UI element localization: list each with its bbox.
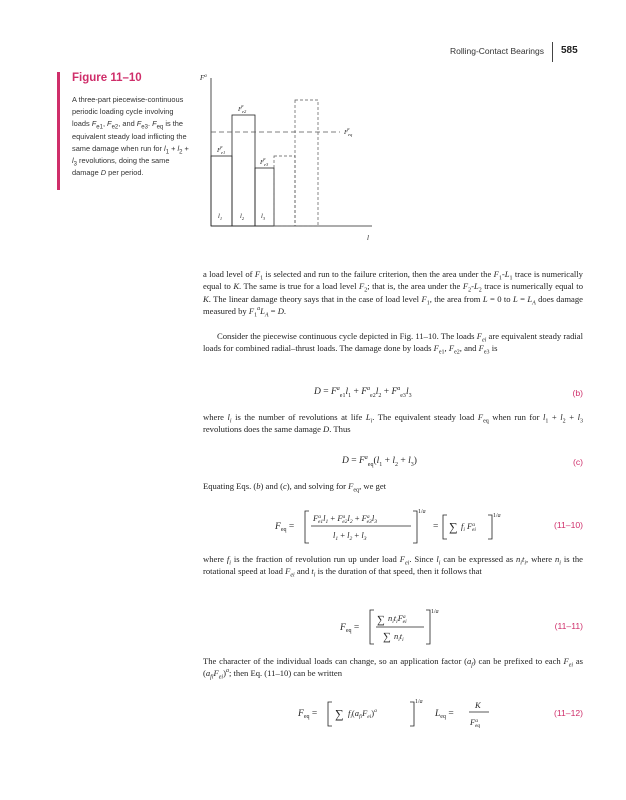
- loading-cycle-diagram: [190, 68, 390, 244]
- svg-text:1/a: 1/a: [493, 513, 501, 519]
- svg-text:∑: ∑: [449, 520, 458, 534]
- svg-text:∑: ∑: [335, 707, 344, 721]
- equation-11-11: [340, 606, 460, 648]
- svg-text:nitiFaei: $n_it_iF^a$ ei: [388, 613, 407, 625]
- page-number: 585: [561, 45, 578, 56]
- paragraph-6: The character of the individual loads can change, so an application factor $(a_f)$ can be prefixed to each $F_{ei}$ as $(a_{fi}F_{ei})^a$; then Eq. (11–10) can be written: [203, 656, 583, 682]
- label-fe2: $F_{e2}a$: [238, 103, 247, 114]
- equation-tag-11-10: (11–10): [554, 520, 583, 530]
- figure-accent-rule: [57, 72, 60, 190]
- x-axis-label: l: [367, 234, 369, 242]
- svg-text:K: K: [475, 700, 481, 710]
- label-l3: $l_3$: [261, 213, 266, 221]
- svg-text:Leq =: $L_{eq}$ =: [435, 709, 454, 720]
- label-fe1: $F_{e1}a$: [217, 144, 226, 155]
- running-header: [0, 42, 626, 62]
- figure-caption: A three-part piecewise-continuous periodic loading cycle involving loads $F_{e1}$, $F_{e2}$, and $F_{e3}$. $F_{eq}$ is the equivalent steady load inflicting the same damage when run for $l_1 + l_2 + l_3$ revolutions, doing the same damage D per period.: [72, 95, 189, 178]
- svg-text:∑: ∑: [383, 631, 391, 643]
- equation-tag-c: (c): [572, 457, 583, 467]
- paragraph-5: where $f_i$ is the fraction of revolution run up under load $F_{ei}$. Since $l_i$ can be expressed as $n_it_i$, where $n_i$ is the rotational speed at load $F_{ei}$ and $t_i$ is the duration of that speed, then it follows that: [203, 554, 583, 580]
- svg-text:Feq =: $F_{eq}$ =: [340, 623, 360, 634]
- svg-text:1/a: 1/a: [431, 609, 439, 615]
- svg-text:Feq =: $F_{eq}$ =: [298, 709, 318, 720]
- paragraph-3: where $l_i$ is the number of revolutions at life $L_i$. The equivalent steady load $F_{eq}$ when run for $l_1 + l_2 + l_3$ revolutions does the same damage D. Thus: [203, 412, 583, 435]
- equation-tag-b: (b): [572, 388, 583, 398]
- label-l1: $l_1$: [218, 213, 223, 221]
- label-fe3: $F_{e3}a$: [260, 156, 269, 167]
- svg-text:Fae1l1 + Fae2l2 + Fae3l3: $F^a$ $e1l_1 + F^a$ $e2l_2 + F^a$ $e3l_3$: [313, 513, 377, 525]
- y-axis-label: $F^a$: [200, 74, 207, 82]
- paragraph-4: Equating Eqs. (b) and (c), and solving for $F_{eq}$, we get: [203, 481, 387, 494]
- equation-tag-11-12: (11–12): [554, 708, 583, 718]
- equation-11-12: [298, 694, 498, 734]
- equation-b: $D = F^a_{e1}l_1 + F^a_{e2}l_2 + F^a_{e3}l_3$: [314, 385, 412, 399]
- svg-text:niti: $n_it_i$: [394, 631, 404, 643]
- svg-text:fi Faei: $f_i$ $F^a$ ei: [461, 521, 476, 533]
- header-divider: [552, 42, 553, 62]
- repeat-bar-1: [274, 156, 295, 226]
- equation-11-10: [275, 505, 545, 547]
- svg-text:=: =: [433, 522, 439, 532]
- figure-label: Figure 11–10: [72, 72, 142, 84]
- paragraph-1: a load level of $F_1$ is selected and run to the failure criterion, then the area under the $F_1-L_1$ trace is numerically equal to K. The same is true for a load level $F_2$; that is, the area under the $F_2-L_2$ trace is numerically equal to K. The linear damage theory says that in the case of load level $F_1$, the area from L = 0 to $L = L_A$ does damage measured by $F_1^aL_A = D$.: [203, 269, 583, 319]
- running-header-title: Rolling-Contact Bearings: [449, 46, 544, 56]
- paragraph-2: Consider the piecewise continuous cycle depicted in Fig. 11–10. The loads $F_{ei}$ are equivalent steady radial loads for combined radial–thrust loads. The damage done by loads $F_{e1}$, $F_{e2}$, and $F_{e3}$ is: [203, 331, 583, 357]
- svg-text:∑: ∑: [377, 614, 385, 626]
- label-feq: $F_{eq}a$: [344, 126, 353, 137]
- svg-text:1/a: 1/a: [418, 509, 426, 515]
- svg-text:l1 + l2 + l3: $l_1 + l_2 + l_3$: [333, 530, 367, 542]
- equation-tag-11-11: (11–11): [554, 621, 583, 631]
- equation-c: $D = F^a_{eq}(l_1 + l_2 + l_3)$: [342, 454, 417, 468]
- svg-text:1/a: 1/a: [415, 699, 423, 705]
- repeat-bar-2: [295, 100, 318, 226]
- label-l2: $l_2$: [240, 213, 245, 221]
- svg-text:Faeq: $F^a$ eq: [470, 717, 481, 729]
- load-bar-2: [232, 115, 255, 226]
- svg-text:Feq =: $F_{eq}$ =: [275, 522, 295, 533]
- svg-text:fi(afiFei)a: $f_i(a_{fi}F_{ei})^a$: [348, 708, 377, 720]
